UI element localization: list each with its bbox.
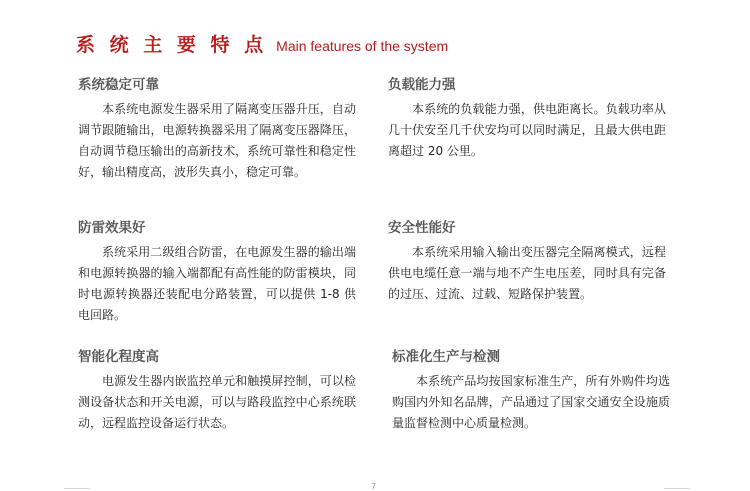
feature-heading: 标准化生产与检测 (392, 349, 500, 365)
feature-section-standardization (392, 345, 670, 434)
feature-description: 本系统的负载能力强，供电距离长。负载功率从几十伏安至几千伏安均可以同时满足，且最大供电距离超过 20 公里。 (388, 102, 666, 158)
feature-section-safety (388, 216, 666, 305)
page-title-chinese: 系 统 主 要 特 点 (76, 34, 268, 56)
feature-section-lightning-protection (78, 216, 356, 326)
feature-description: 本系统电源发生器采用了隔离变压器升压，自动调节跟随输出，电源转换器采用了隔离变压器降压，自动调节稳压输出的高新技术，系统可靠性和稳定性好，输出精度高，波形失真小，稳定可靠。 (78, 102, 356, 179)
feature-section-intelligence (78, 345, 356, 434)
feature-heading: 智能化程度高 (78, 349, 159, 365)
page-title-english: Main features of the system (276, 38, 449, 54)
feature-heading: 安全性能好 (388, 220, 456, 236)
feature-heading: 防雷效果好 (78, 220, 146, 236)
page-number: 7 (371, 482, 377, 491)
feature-description: 本系统采用输入输出变压器完全隔离模式，远程供电电缆任意一端与地不产生电压差，同时具有完备的过压、过流、过载、短路保护装置。 (388, 245, 666, 301)
feature-heading: 系统稳定可靠 (78, 77, 159, 93)
feature-description: 电源发生器内嵌监控单元和触摸屏控制，可以检测设备状态和开关电源，可以与路段监控中心系统联动，远程监控设备运行状态。 (78, 374, 356, 430)
feature-description: 系统采用二级组合防雷，在电源发生器的输出端和电源转换器的输入端都配有高性能的防雷模块，同时电源转换器还装配电分路装置，可以提供 1-8 供电回路。 (78, 245, 356, 322)
feature-section-stability (78, 73, 356, 183)
feature-section-load-capacity (388, 73, 666, 162)
feature-description: 本系统产品均按国家标准生产，所有外购件均选购国内外知名品牌，产品通过了国家交通安全设施质量监督检测中心质量检测。 (392, 374, 670, 430)
page-title (76, 30, 448, 57)
feature-heading: 负载能力强 (388, 77, 456, 93)
